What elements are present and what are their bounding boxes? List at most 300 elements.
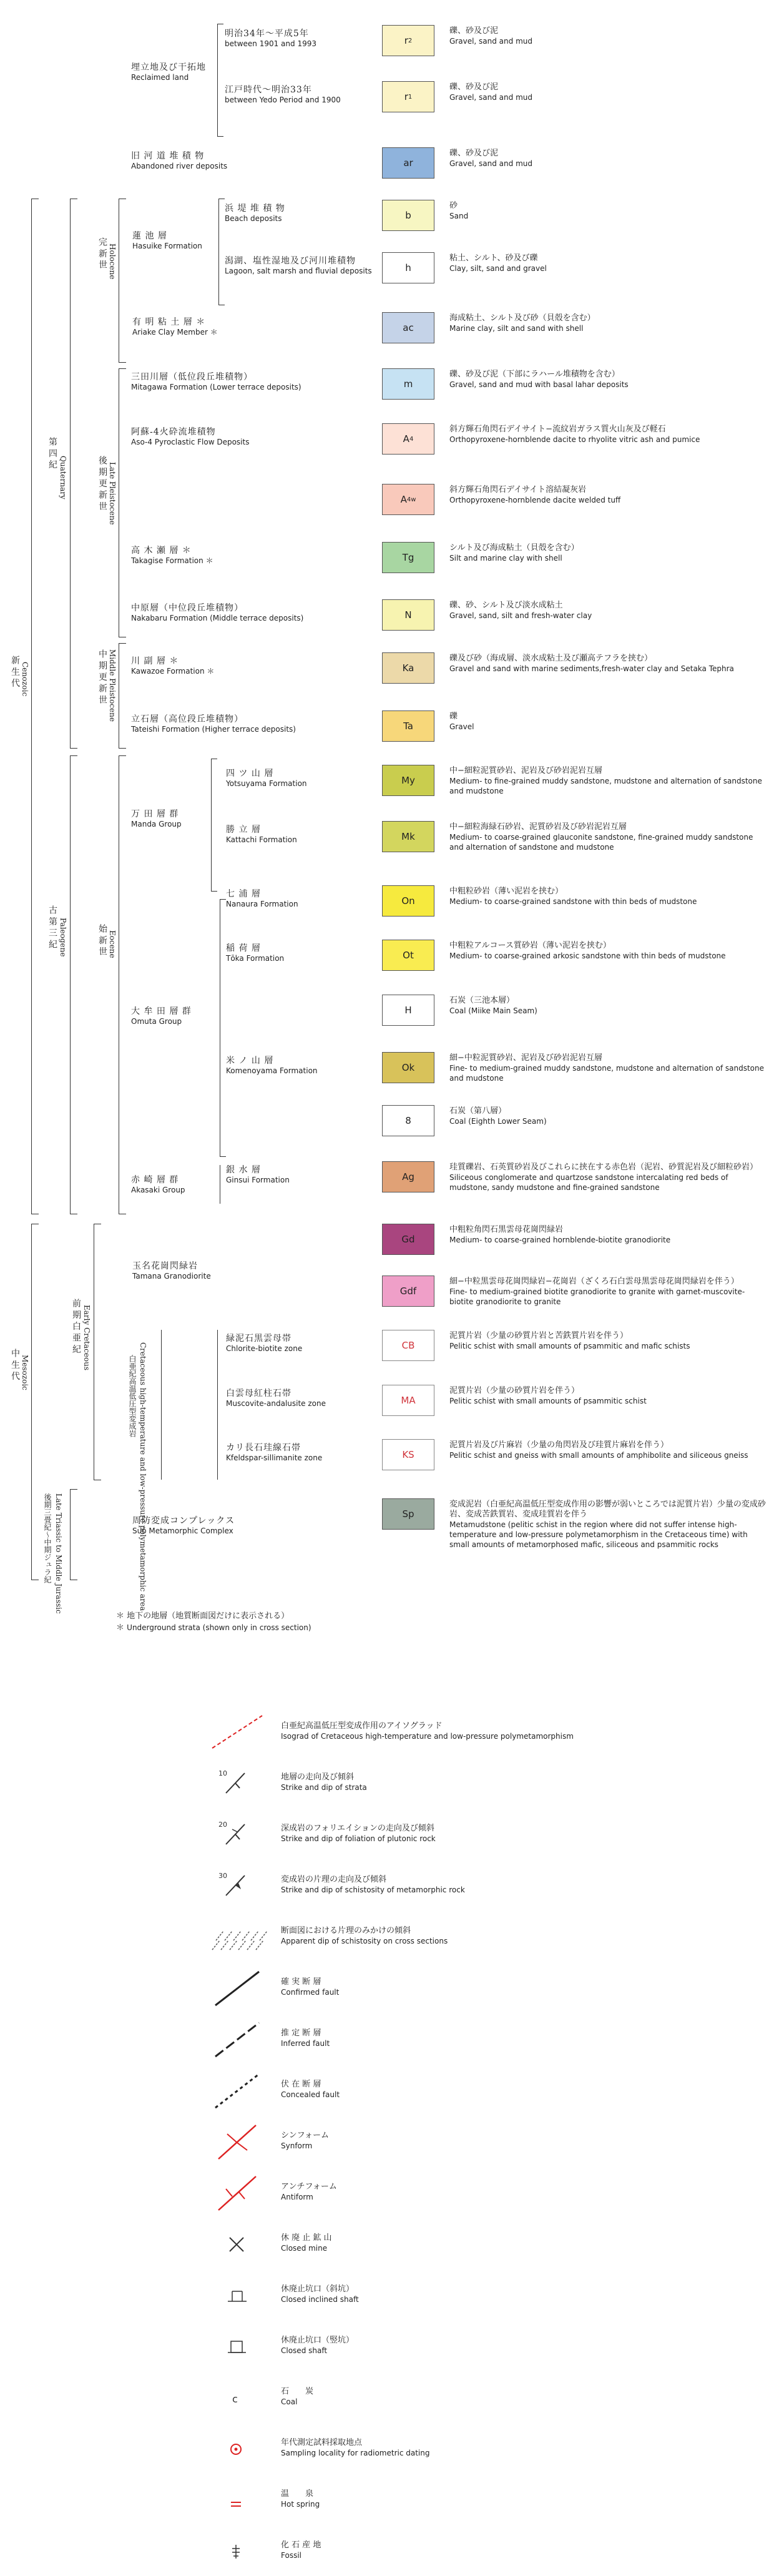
unit-symbol-sub: 4	[409, 435, 414, 443]
unit-name-en: Ginsui Formation	[226, 1176, 290, 1184]
period-paleogene-label: 古 第 三 紀	[47, 905, 57, 949]
unit-description-en: Medium- to coarse-grained glauconite sandstone, fine-grained muddy sandstone and alternation of sandstone and mudstone	[449, 833, 753, 852]
legend-label-en: Isograd of Cretaceous high-temperature and low-pressure polymetamorphism	[281, 1732, 574, 1741]
unit-name-jp: 江戸時代〜明治33年	[225, 85, 312, 95]
unit-description-jp: 中−細粒泥質砂岩、泥岩及び砂岩泥岩互層	[449, 766, 602, 775]
unit-name-en: Kfeldspar-sillimanite zone	[226, 1453, 323, 1462]
unit-name-jp: 立石層（高位段丘堆積物）	[131, 714, 243, 724]
unit-name-jp: カリ長石珪線石帯	[226, 1443, 301, 1453]
unit-name-en: Mitagawa Formation (Lower terrace deposits)	[131, 383, 301, 391]
unit-description	[449, 1106, 768, 1126]
unit-description-jp: 中粗粒角閃石黒雲母花崗閃緑岩	[449, 1225, 564, 1234]
legend-label-jp: 推 定 断 層	[281, 2028, 321, 2038]
unit-description	[449, 1163, 768, 1192]
legend-label	[281, 1823, 436, 1844]
unit-description	[449, 1440, 768, 1460]
era-mesozoic-en: Mesozoic	[21, 1355, 29, 1390]
unit-symbol-box	[382, 599, 434, 631]
unit-description	[449, 1500, 768, 1550]
unit-description-jp: 泥質片岩（少量の砂質片岩を伴う）	[449, 1386, 580, 1395]
era-cenozoic-en: Cenozoic	[21, 662, 29, 697]
unit-symbol: My	[401, 775, 415, 786]
unit-name-en: Beach deposits	[225, 214, 282, 223]
legend-label	[281, 1874, 465, 1895]
unit-symbol: KS	[402, 1449, 414, 1460]
legend-label	[281, 2028, 330, 2049]
unit-name-jp: 稲 荷 層	[226, 943, 261, 953]
legend-label-en: Strike and dip of foliation of plutonic rock	[281, 1834, 436, 1843]
legend-label-en: Concealed fault	[281, 2090, 340, 2099]
legend-label-en: Coal	[281, 2397, 298, 2406]
unit-description	[449, 887, 768, 907]
unit-symbol-box	[382, 821, 434, 852]
unit-name-jp: 旧 河 道 堆 積 物	[131, 151, 205, 161]
unit-description	[449, 425, 768, 445]
unit-name-en: Komenoyama Formation	[226, 1066, 318, 1075]
legend-label-jp: 白亜紀高温低圧型変成作用のアイソグラッド	[281, 1721, 443, 1731]
unit-description-jp: 砂	[449, 201, 458, 210]
unit-name	[226, 825, 297, 845]
unit-name-jp: 三田川層（低位段丘堆積物）	[131, 372, 253, 382]
triassic-jurassic-bracket	[70, 1489, 71, 1580]
strike-dip-strata-icon	[200, 1762, 268, 1806]
legend-label	[281, 2540, 321, 2561]
unit-description-jp: 変成泥岩（白亜紀高温低圧型変成作用の影響が弱いところでは泥質片岩）少量の変成砂岩、変成苦鉄質岩、変成珪質岩を伴う	[449, 1500, 766, 1519]
period-quaternary-en: Quaternary	[59, 456, 67, 499]
unit-description-en: Fine- to medium-grained biotite granodiorite to granite with garnet-muscovite-biotite granodiorite to granite	[449, 1287, 745, 1306]
legend-label-en: Closed inclined shaft	[281, 2295, 359, 2304]
unit-description	[449, 601, 768, 621]
legend-label	[281, 2181, 337, 2203]
unit-symbol: b	[405, 210, 411, 221]
unit-description-en: Silt and marine clay with shell	[449, 554, 562, 563]
unit-symbol: Ok	[401, 1062, 415, 1073]
unit-description-en: Metamudstone (pelitic schist in the region where did not suffer intense high-temperature and low-pressure polymetamorphism in the Cretaceous time) with small amounts of metamorphosed mafic, siliceous and psammitic rocks	[449, 1520, 748, 1549]
unit-symbol: Mk	[401, 831, 415, 842]
unit-description-en: Medium- to coarse-grained sandstone with thin beds of mudstone	[449, 897, 697, 906]
unit-name-jp: 高 木 瀬 層 ＊	[131, 546, 192, 556]
unit-symbol-box	[382, 147, 434, 179]
unit-description-jp: 礫	[449, 712, 458, 721]
fossil-icon	[200, 2530, 268, 2574]
unit-symbol-box	[382, 423, 434, 455]
unit-description-jp: 中粗粒砂岩（薄い泥岩を挟む）	[449, 887, 564, 896]
unit-name-en: between 1901 and 1993	[225, 39, 316, 48]
legend-label-en: Apparent dip of schistosity on cross sections	[281, 1937, 448, 1945]
unit-symbol-box	[382, 1224, 434, 1255]
unit-symbol-box	[382, 1439, 434, 1470]
legend-label-jp: アンチフォーム	[281, 2182, 337, 2191]
legend-label	[281, 2335, 354, 2356]
unit-name-jp: 四 ツ 山 層	[226, 769, 274, 779]
unit-symbol-box	[382, 542, 434, 573]
closed-shaft-icon	[200, 2325, 268, 2369]
unit-symbol: MA	[401, 1395, 416, 1406]
unit-description-jp: 石炭（第八層）	[449, 1106, 507, 1116]
group-manda: 万 田 層 群 Manda Group	[131, 809, 182, 828]
unit-symbol: Gd	[401, 1234, 415, 1245]
unit-description	[449, 712, 768, 732]
unit-description	[449, 996, 768, 1016]
unit-symbol-box	[382, 1161, 434, 1192]
unit-name-en: Takagise Formation ＊	[131, 556, 213, 565]
legend-label-en: Fossil	[281, 2551, 301, 2560]
unit-name	[131, 546, 213, 566]
unit-symbol: CB	[401, 1340, 415, 1351]
unit-description	[449, 1331, 768, 1351]
unit-name-jp: 阿蘇-4火砕流堆積物	[131, 427, 216, 437]
unit-symbol: ac	[403, 322, 414, 333]
legend-label-en: Strike and dip of schistosity of metamorphic rock	[281, 1885, 465, 1894]
unit-symbol: A	[400, 494, 407, 505]
hot-spring-icon	[200, 2479, 268, 2522]
legend-label-jp: 変成岩の片理の走向及び傾斜	[281, 1875, 387, 1884]
unit-name	[131, 603, 303, 623]
group-akasaki: 赤 崎 層 群 Akasaki Group	[131, 1175, 185, 1194]
coal-icon	[200, 2376, 268, 2420]
legend-label	[281, 2489, 320, 2510]
unit-name	[131, 656, 214, 676]
unit-description-jp: 斜方輝石角閃石デイサイト溶結凝灰岩	[449, 485, 587, 494]
unit-description-jp: シルト及び海成粘土（貝殻を含む）	[449, 543, 579, 553]
era-cenozoic-label: 新 生 代	[10, 656, 20, 687]
unit-name-jp: 勝 立 層	[226, 825, 261, 835]
epoch-middle-pleistocene-en: Middle Pleistocene	[108, 649, 117, 722]
unit-name	[226, 1056, 318, 1076]
isograd-icon	[200, 1711, 268, 1754]
unit-description-en: Fine- to medium-grained muddy sandstone, mudstone and alternation of sandstone and mudstone	[449, 1064, 765, 1083]
unit-description	[449, 313, 768, 333]
legend-label-en: Confirmed fault	[281, 1988, 340, 1997]
unit-symbol: Gdf	[399, 1286, 417, 1297]
unit-description	[449, 253, 768, 273]
legend-label-en: Synform	[281, 2141, 313, 2150]
unit-description-jp: 中粗粒アルコース質砂岩（薄い泥岩を挟む）	[449, 941, 611, 950]
unit-name-jp: 川 副 層 ＊	[131, 656, 179, 666]
legend-label	[281, 2437, 429, 2459]
unit-name-en: Yotsuyama Formation	[226, 779, 307, 788]
unit-description-en: Gravel, sand and mud	[449, 93, 532, 102]
unit-name	[226, 1443, 322, 1463]
period-cretaceous-label: 前 期 白 亜 紀	[71, 1299, 81, 1354]
unit-symbol-box	[382, 25, 434, 56]
unit-name	[226, 1334, 302, 1354]
confirmed-fault-icon	[200, 1967, 268, 2010]
unit-description-jp: 礫、砂及び泥	[449, 149, 499, 158]
legend-label-jp: 休廃止坑口（竪坑）	[281, 2336, 355, 2345]
unit-symbol-box	[382, 1052, 434, 1083]
svg-text:c: c	[232, 2393, 238, 2405]
unit-description-jp: 石炭（三池本層）	[449, 996, 515, 1005]
unit-name	[225, 29, 316, 49]
unit-description	[449, 201, 768, 221]
legend-label-jp: 温 泉	[281, 2489, 314, 2499]
unit-description-jp: 珪質礫岩、石英質砂岩及びこれらに挟在する赤色岩（泥岩、砂質泥岩及び細粒砂岩）	[449, 1163, 758, 1172]
unit-name	[131, 427, 249, 447]
unit-symbol: H	[404, 1005, 412, 1016]
unit-name	[226, 889, 298, 909]
unit-symbol-box	[382, 1105, 434, 1136]
unit-symbol: Ka	[402, 662, 414, 674]
unit-description	[449, 766, 768, 796]
unit-name-en: Abandoned river deposits	[131, 162, 228, 170]
unit-description-jp: 礫、砂及び泥	[449, 26, 499, 36]
unit-symbol-box	[382, 710, 434, 742]
legend-label-jp: 断面図における片理のみかけの傾斜	[281, 1926, 411, 1935]
unit-name	[225, 256, 372, 276]
epoch-late-pleistocene-label: 後 期 更 新 世	[97, 456, 107, 511]
legend-label	[281, 2386, 313, 2407]
svg-text:10: 10	[218, 1769, 227, 1777]
unit-description-jp: 細−中粒泥質砂岩、泥岩及び砂岩泥岩互層	[449, 1053, 602, 1063]
epoch-holocene-en: Holocene	[108, 243, 117, 280]
unit-name-en: Kattachi Formation	[226, 835, 297, 844]
antiform-icon	[200, 2171, 268, 2215]
unit-description-en: Siliceous conglomerate and quartzose sandstone intercalating red beds of mudstone, sandy mudstone and fine-grained sandstone	[449, 1173, 728, 1192]
group-suo: 周防変成コンプレックス Suō Metamorphic Complex	[132, 1516, 235, 1535]
concealed-fault-icon	[200, 2069, 268, 2113]
unit-name	[131, 151, 227, 171]
unit-symbol: Tg	[402, 552, 414, 563]
legend-label	[281, 1772, 367, 1793]
unit-description-en: Medium- to fine-grained muddy sandstone, mudstone and alternation of sandstone and mudstone	[449, 777, 762, 795]
unit-description	[449, 822, 768, 852]
unit-description-en: Coal (Miike Main Seam)	[449, 1006, 537, 1015]
unit-name-en: Aso-4 Pyroclastic Flow Deposits	[131, 438, 250, 446]
epoch-middle-pleistocene-label: 中 期 更 新 世	[97, 649, 107, 704]
unit-symbol: Ag	[402, 1171, 414, 1182]
legend-label	[281, 1977, 339, 1998]
unit-description	[449, 941, 768, 961]
legend-label-jp: 休廃止坑口（斜坑）	[281, 2284, 355, 2294]
unit-name-jp: 白雲母紅柱石帯	[226, 1389, 291, 1399]
unit-name-en: Tōka Formation	[226, 954, 285, 963]
unit-description-jp: 泥質片岩（少量の砂質片岩と苦鉄質片岩を伴う）	[449, 1331, 629, 1340]
epoch-late-pleistocene-en: Late Pleistocene	[108, 462, 117, 525]
unit-name-jp: 潟湖、塩性湿地及び河川堆積物	[225, 256, 356, 266]
triassic-jurassic-label: 後期三畳紀〜中期ジュラ紀	[43, 1493, 52, 1583]
triassic-jurassic-en: Late Triassic to Middle Jurassic	[54, 1493, 63, 1614]
epoch-eocene-label: 始 新 世	[97, 924, 107, 956]
unit-description-jp: 斜方輝石角閃石デイサイト−流紋岩ガラス質火山灰及び軽石	[449, 425, 666, 434]
unit-name-en: Lagoon, salt marsh and fluvial deposits	[225, 267, 372, 275]
unit-name	[226, 1165, 290, 1185]
unit-symbol: 8	[405, 1115, 411, 1126]
unit-description-jp: 細−中粒黒雲母花崗閃緑岩−花崗岩（ざくろ石白雲母黒雲母花崗閃緑岩を伴う）	[449, 1277, 739, 1286]
unit-description-en: Gravel	[449, 722, 474, 731]
unit-symbol: h	[405, 262, 411, 273]
quaternary-bracket	[70, 199, 71, 748]
unit-name-jp: 七 浦 層	[226, 889, 261, 899]
unit-description-en: Coal (Eighth Lower Seam)	[449, 1117, 547, 1126]
unit-symbol: m	[403, 378, 413, 390]
closed-mine-icon	[200, 2223, 268, 2266]
inclined-shaft-icon	[200, 2274, 268, 2318]
unit-symbol: Sp	[402, 1508, 414, 1520]
legend-label-jp: 化 石 産 地	[281, 2540, 321, 2550]
inferred-fault-icon	[200, 2018, 268, 2062]
sampling-locality-icon	[200, 2427, 268, 2471]
group-ariake: 有 明 粘 土 層 ＊ Ariake Clay Member ＊	[132, 317, 218, 337]
unit-description-en: Clay, silt, sand and gravel	[449, 264, 547, 273]
unit-symbol-sub: 1	[408, 93, 413, 101]
legend-label	[281, 2284, 359, 2305]
legend-label	[281, 2130, 329, 2151]
legend-label-jp: 深成岩のフォリエイションの走向及び傾斜	[281, 1824, 434, 1833]
unit-name-en: Kawazoe Formation ＊	[131, 667, 215, 676]
unit-name	[226, 943, 284, 963]
unit-description-en: Sand	[449, 212, 469, 220]
svg-text:30: 30	[218, 1872, 227, 1880]
unit-symbol-box	[382, 885, 434, 917]
unit-symbol: N	[404, 609, 412, 621]
unit-name-en: Muscovite-andalusite zone	[226, 1399, 326, 1408]
epoch-eocene-en: Eocene	[108, 930, 117, 958]
unit-symbol: ar	[403, 157, 413, 169]
unit-description-jp: 中−細粒海緑石砂岩、泥質砂岩及び砂岩泥岩互層	[449, 822, 627, 832]
unit-description	[449, 654, 768, 674]
unit-name-en: between Yedo Period and 1900	[225, 96, 341, 104]
unit-name	[225, 204, 285, 224]
legend-label	[281, 1925, 448, 1947]
unit-description-jp: 礫及び砂（海成層、淡水成粘土及び瀬高テフラを挟む）	[449, 654, 653, 663]
unit-description	[449, 1277, 768, 1307]
unit-name	[131, 372, 301, 392]
legend-label-jp: シンフォーム	[281, 2131, 330, 2140]
unit-description	[449, 149, 768, 169]
unit-description-jp: 礫、砂及び泥（下部にラハール堆積物を含む）	[449, 370, 620, 379]
legend-label-en: Closed shaft	[281, 2346, 328, 2355]
svg-text:20: 20	[218, 1821, 227, 1829]
unit-symbol-box	[382, 652, 434, 684]
unit-symbol-box	[382, 81, 434, 112]
apparent-dip-icon	[200, 1915, 268, 1959]
unit-description	[449, 1225, 768, 1245]
unit-description	[449, 485, 768, 505]
legend-label	[281, 2079, 340, 2100]
unit-description-en: Medium- to coarse-grained hornblende-biotite granodiorite	[449, 1236, 671, 1244]
unit-symbol-box	[382, 940, 434, 971]
group-hasuike: 蓮 池 層 Hasuike Formation	[132, 231, 202, 250]
strike-dip-foliation-icon	[200, 1813, 268, 1857]
era-mesozoic-label: 中 生 代	[10, 1349, 20, 1380]
unit-symbol-box	[382, 995, 434, 1026]
legend-label-en: Antiform	[281, 2193, 313, 2201]
legend-label	[281, 2233, 332, 2254]
unit-symbol: r	[404, 35, 408, 46]
unit-description	[449, 543, 768, 563]
unit-name-jp: 明治34年〜平成5年	[225, 29, 309, 39]
period-quaternary-label: 第 四 紀	[47, 437, 57, 469]
unit-name-jp: 銀 水 層	[226, 1165, 261, 1175]
unit-symbol-box	[382, 484, 434, 515]
unit-description	[449, 82, 768, 102]
unit-description-en: Pelitic schist with small amounts of psammitic and mafic schists	[449, 1342, 690, 1350]
paleogene-bracket	[70, 755, 71, 1214]
group-cretaceous-meta: 白亜紀高温低圧型変成岩	[128, 1355, 137, 1437]
unit-name	[225, 85, 341, 105]
unit-name-en: Nanaura Formation	[226, 900, 298, 908]
unit-description-en: Gravel, sand and mud with basal lahar deposits	[449, 380, 629, 389]
unit-description-jp: 礫、砂及び泥	[449, 82, 499, 92]
unit-name	[226, 769, 307, 789]
legend-label-jp: 伏 在 断 層	[281, 2080, 321, 2089]
unit-name-jp: 浜 堤 堆 積 物	[225, 204, 285, 214]
unit-symbol-box	[382, 252, 434, 283]
legend-label-jp: 休 廃 止 鉱 山	[281, 2233, 332, 2243]
unit-symbol-box	[382, 312, 434, 343]
unit-name-jp: 米 ノ 山 層	[226, 1056, 274, 1066]
unit-symbol-box	[382, 1330, 434, 1361]
unit-description-jp: 礫、砂、シルト及び淡水成粘土	[449, 601, 563, 610]
legend-label-en: Hot spring	[281, 2500, 320, 2509]
unit-description-en: Orthopyroxene-hornblende dacite welded tuff	[449, 496, 621, 504]
unit-symbol: Ot	[403, 950, 414, 961]
unit-name-en: Chlorite-biotite zone	[226, 1344, 303, 1353]
period-paleogene-en: Paleogene	[59, 918, 67, 957]
unit-symbol: A	[403, 433, 409, 445]
unit-description-en: Pelitic schist and gneiss with small amounts of amphibolite and siliceous gneiss	[449, 1451, 748, 1460]
unit-name	[131, 714, 296, 734]
unit-description-en: Gravel, sand and mud	[449, 159, 532, 168]
group-omuta: 大 牟 田 層 群 Omuta Group	[131, 1006, 192, 1026]
unit-description-en: Medium- to coarse-grained arkosic sandstone with thin beds of mudstone	[449, 951, 726, 960]
epoch-holocene-label: 完 新 世	[97, 237, 107, 269]
group-tamana: 玉名花崗閃緑岩 Tamana Granodiorite	[132, 1261, 211, 1281]
unit-symbol-box	[382, 765, 434, 796]
unit-description-en: Pelitic schist with small amounts of psammitic schist	[449, 1397, 647, 1405]
unit-description	[449, 26, 768, 46]
legend-label-jp: 年代測定試料採取地点	[281, 2438, 363, 2447]
unit-description-en: Orthopyroxene-hornblende dacite to rhyolite vitric ash and pumice	[449, 435, 700, 444]
period-cretaceous-en: Early Cretaceous	[82, 1305, 91, 1371]
unit-symbol-box	[382, 1385, 434, 1416]
legend-label-jp: 確 実 断 層	[281, 1977, 321, 1987]
unit-description-jp: 海成粘土、シルト及び砂（貝殻を含む）	[449, 313, 595, 323]
unit-symbol-box	[382, 1276, 434, 1307]
unit-description-en: Gravel, sand and mud	[449, 37, 532, 46]
legend-label-en: Strike and dip of strata	[281, 1783, 367, 1792]
unit-symbol: On	[401, 895, 415, 907]
unit-description-en: Gravel, sand, silt and fresh-water clay	[449, 611, 592, 620]
unit-name-jp: 中原層（中位段丘堆積物）	[131, 603, 243, 613]
unit-symbol-box	[382, 200, 434, 231]
mesozoic-bracket	[31, 1224, 32, 1580]
unit-symbol: r	[404, 91, 408, 102]
unit-description-en: Gravel and sand with marine sediments,fresh-water clay and Setaka Tephra	[449, 664, 734, 673]
legend-label-en: Inferred fault	[281, 2039, 330, 2048]
unit-description-jp: 粘土、シルト、砂及び礫	[449, 253, 538, 263]
unit-description	[449, 370, 768, 390]
unit-name-en: Tateishi Formation (Higher terrace deposits)	[131, 725, 296, 734]
legend-label-jp: 地層の走向及び傾斜	[281, 1772, 355, 1782]
note-underground: ＊ 地下の地層（地質断面図だけに表示される） ＊ Underground strata (shown only in cross section)	[116, 1611, 311, 1633]
legend-label-en: Sampling locality for radiometric dating	[281, 2449, 430, 2457]
unit-description-jp: 泥質片岩及び片麻岩（少量の角閃岩及び珪質片麻岩を伴う）	[449, 1440, 669, 1450]
unit-symbol: Ta	[403, 720, 413, 732]
unit-name	[226, 1389, 326, 1408]
unit-name-en: Nakabaru Formation (Middle terrace deposits)	[131, 614, 304, 622]
cenozoic-bracket	[31, 199, 32, 1214]
unit-symbol-sub: 4w	[406, 496, 416, 503]
unit-description	[449, 1386, 768, 1406]
unit-symbol-box	[382, 368, 434, 400]
unit-description	[449, 1053, 768, 1083]
synform-icon	[200, 2120, 268, 2164]
legend-label	[281, 1721, 574, 1742]
group-cretaceous-meta-en: Cretaceous high-temperature and low-pressure polymetamorphic area	[139, 1342, 147, 1611]
unit-description-en: Marine clay, silt and sand with shell	[449, 324, 584, 333]
